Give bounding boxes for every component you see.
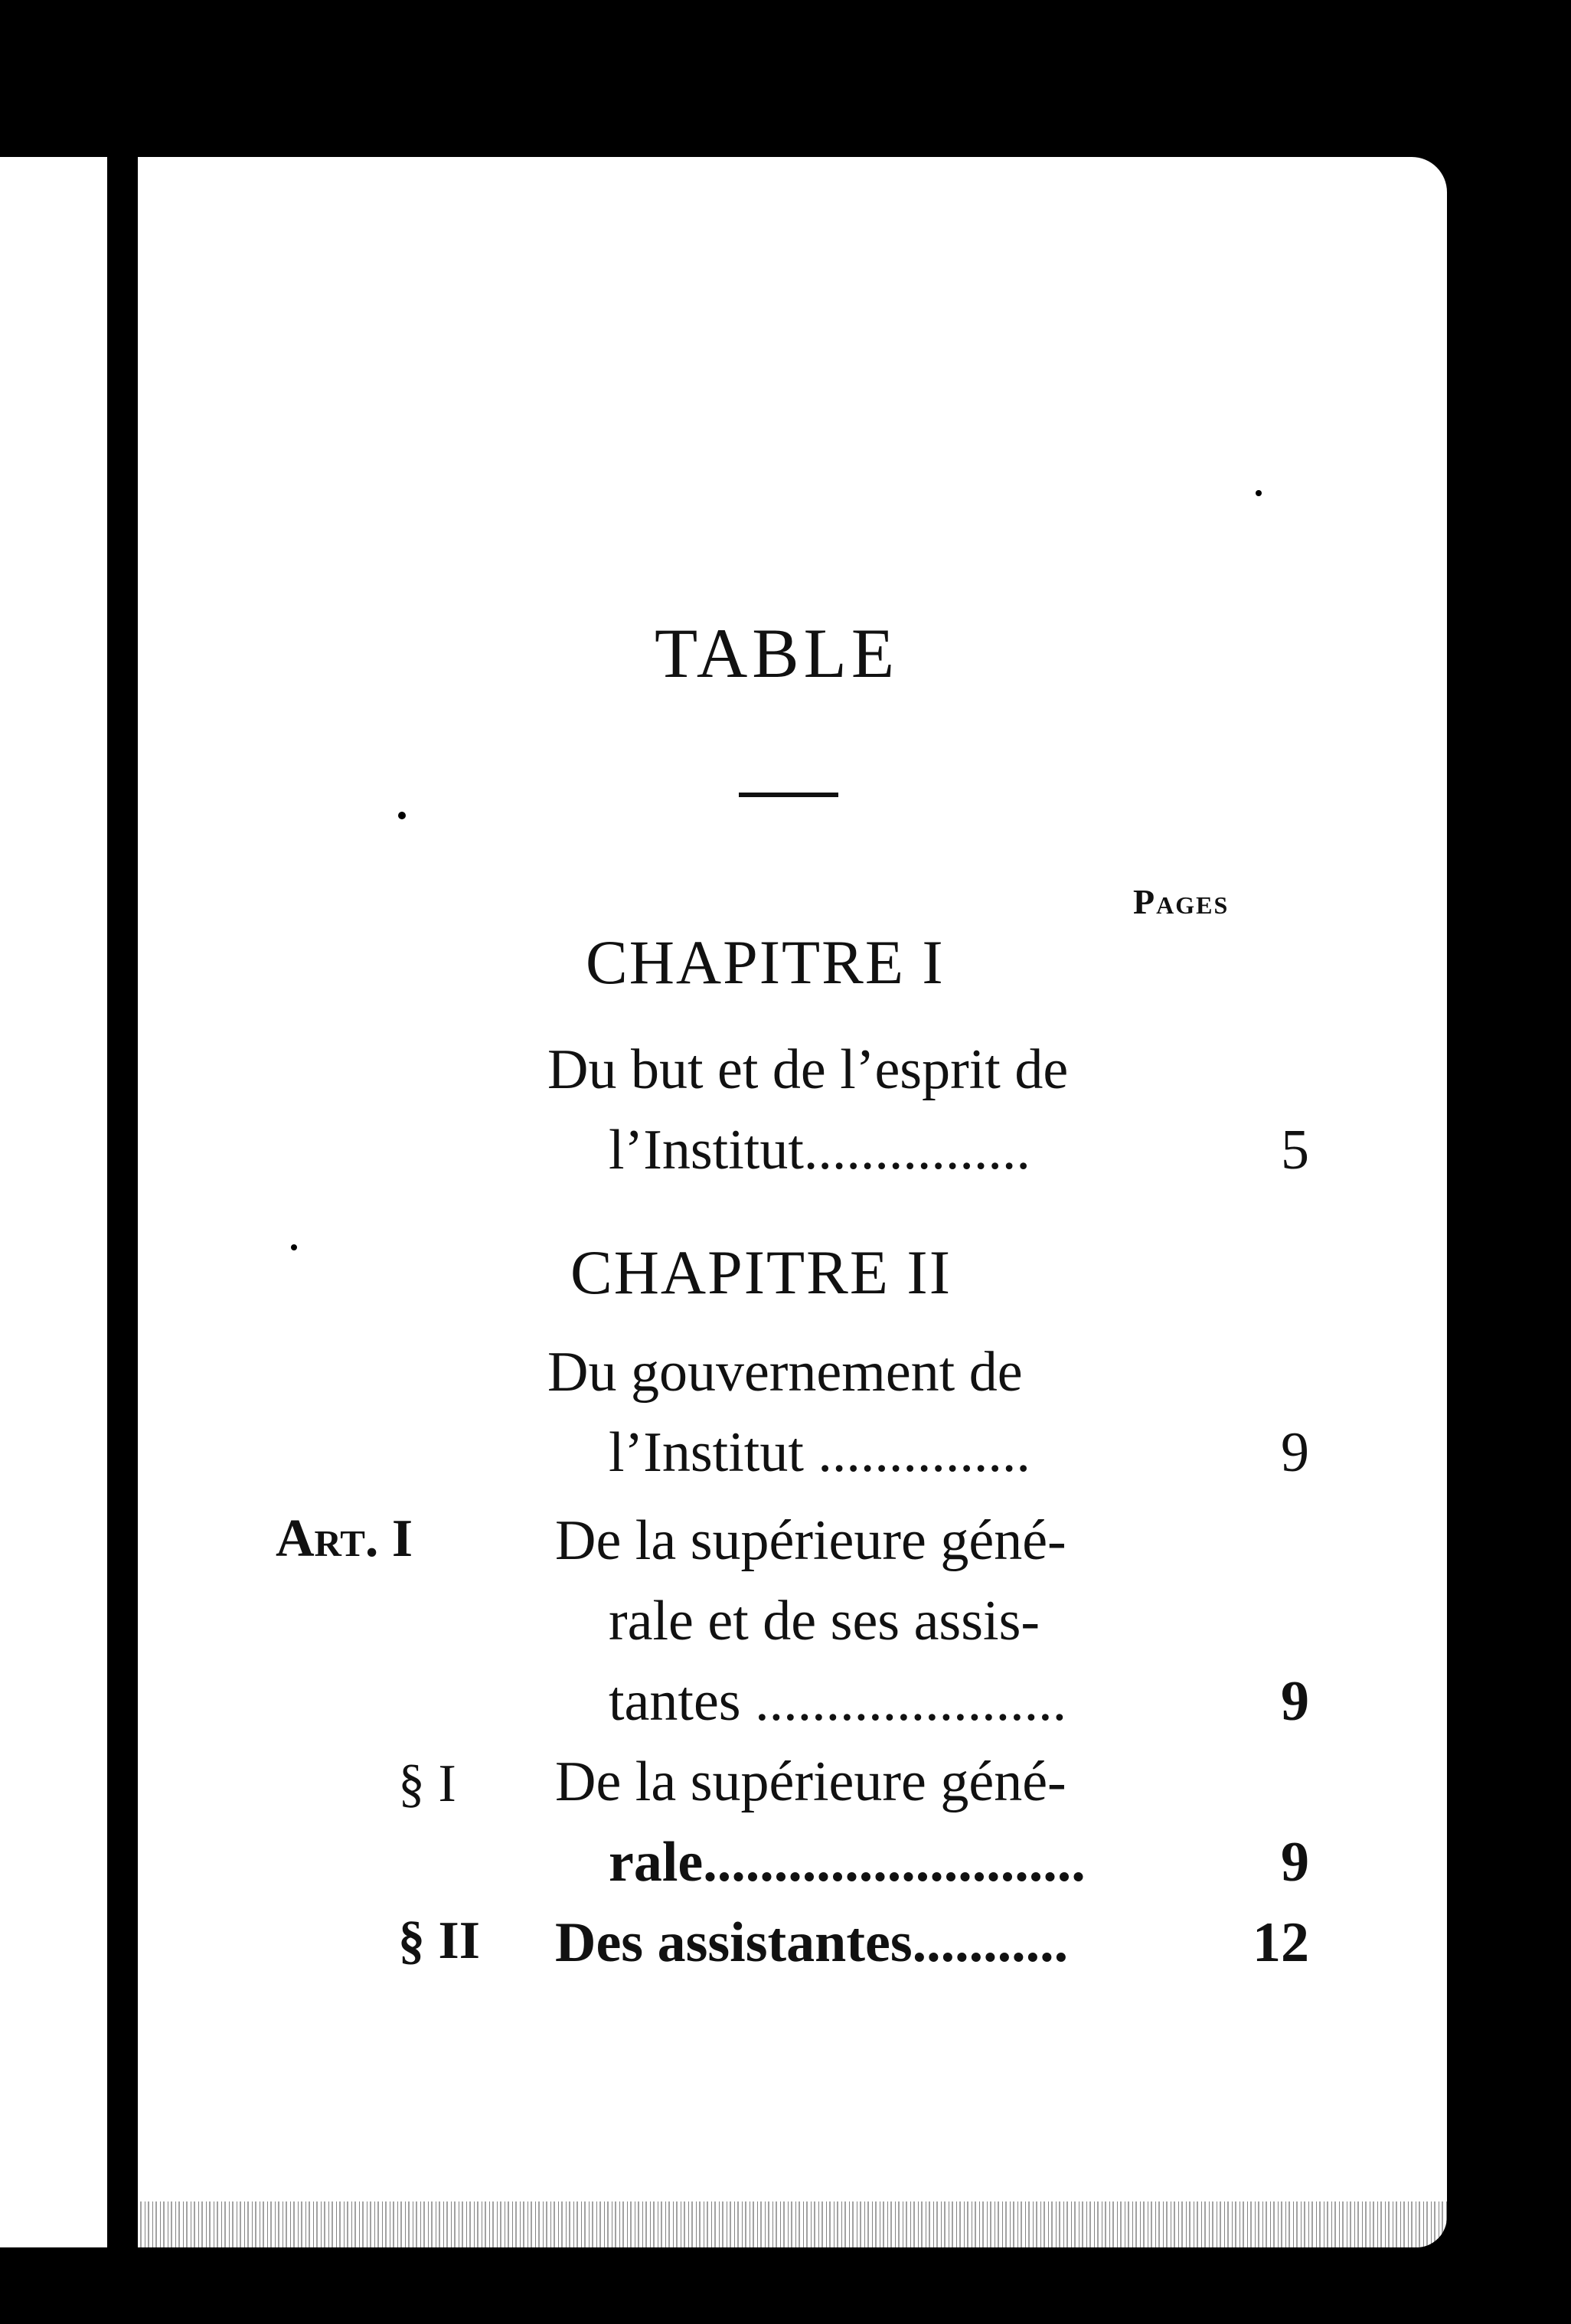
adjacent-page-edge: [0, 157, 107, 2247]
gutter-shadow: [107, 157, 138, 2247]
section-1-page-number: 9: [1281, 1831, 1309, 1894]
chapter-2-title-line-1: Du gouvernement de: [547, 1341, 1023, 1404]
section-2-title: Des assistantes...........: [555, 1911, 1069, 1974]
chapter-1-title-line-1: Du but et de l’esprit de: [547, 1038, 1069, 1101]
chapter-2-title-line-2: l’Institut ...............: [609, 1421, 1030, 1484]
book-page: [138, 157, 1447, 2247]
scan-noise-bottom: [138, 2201, 1447, 2247]
chapter-2-heading: CHAPITRE II: [570, 1237, 952, 1307]
article-1-title-line-2: rale et de ses assis-: [609, 1590, 1040, 1652]
article-1-label: Art. I: [276, 1509, 413, 1568]
section-2-label: § II: [398, 1911, 480, 1970]
scan-speck: [291, 1244, 297, 1250]
chapter-1-page-number: 5: [1281, 1119, 1309, 1182]
scan-speck: [398, 812, 406, 819]
chapter-2-page-number: 9: [1281, 1421, 1309, 1484]
article-1-title-line-1: De la supérieure géné-: [555, 1509, 1066, 1572]
pages-column-header: Pages: [1133, 882, 1230, 921]
page-title: TABLE: [655, 614, 900, 692]
section-1-label: § I: [398, 1754, 456, 1813]
article-1-page-number: 9: [1281, 1670, 1309, 1733]
section-1-title-line-2: rale...........................: [609, 1831, 1086, 1894]
chapter-1-title-line-2: l’Institut................: [609, 1119, 1030, 1182]
article-1-title-line-3: tantes ......................: [609, 1670, 1067, 1733]
title-rule: [739, 793, 838, 797]
section-2-page-number: 12: [1253, 1911, 1309, 1974]
scan-speck: [1256, 490, 1262, 496]
chapter-1-heading: CHAPITRE I: [586, 927, 945, 997]
section-1-title-line-1: De la supérieure géné-: [555, 1750, 1066, 1813]
